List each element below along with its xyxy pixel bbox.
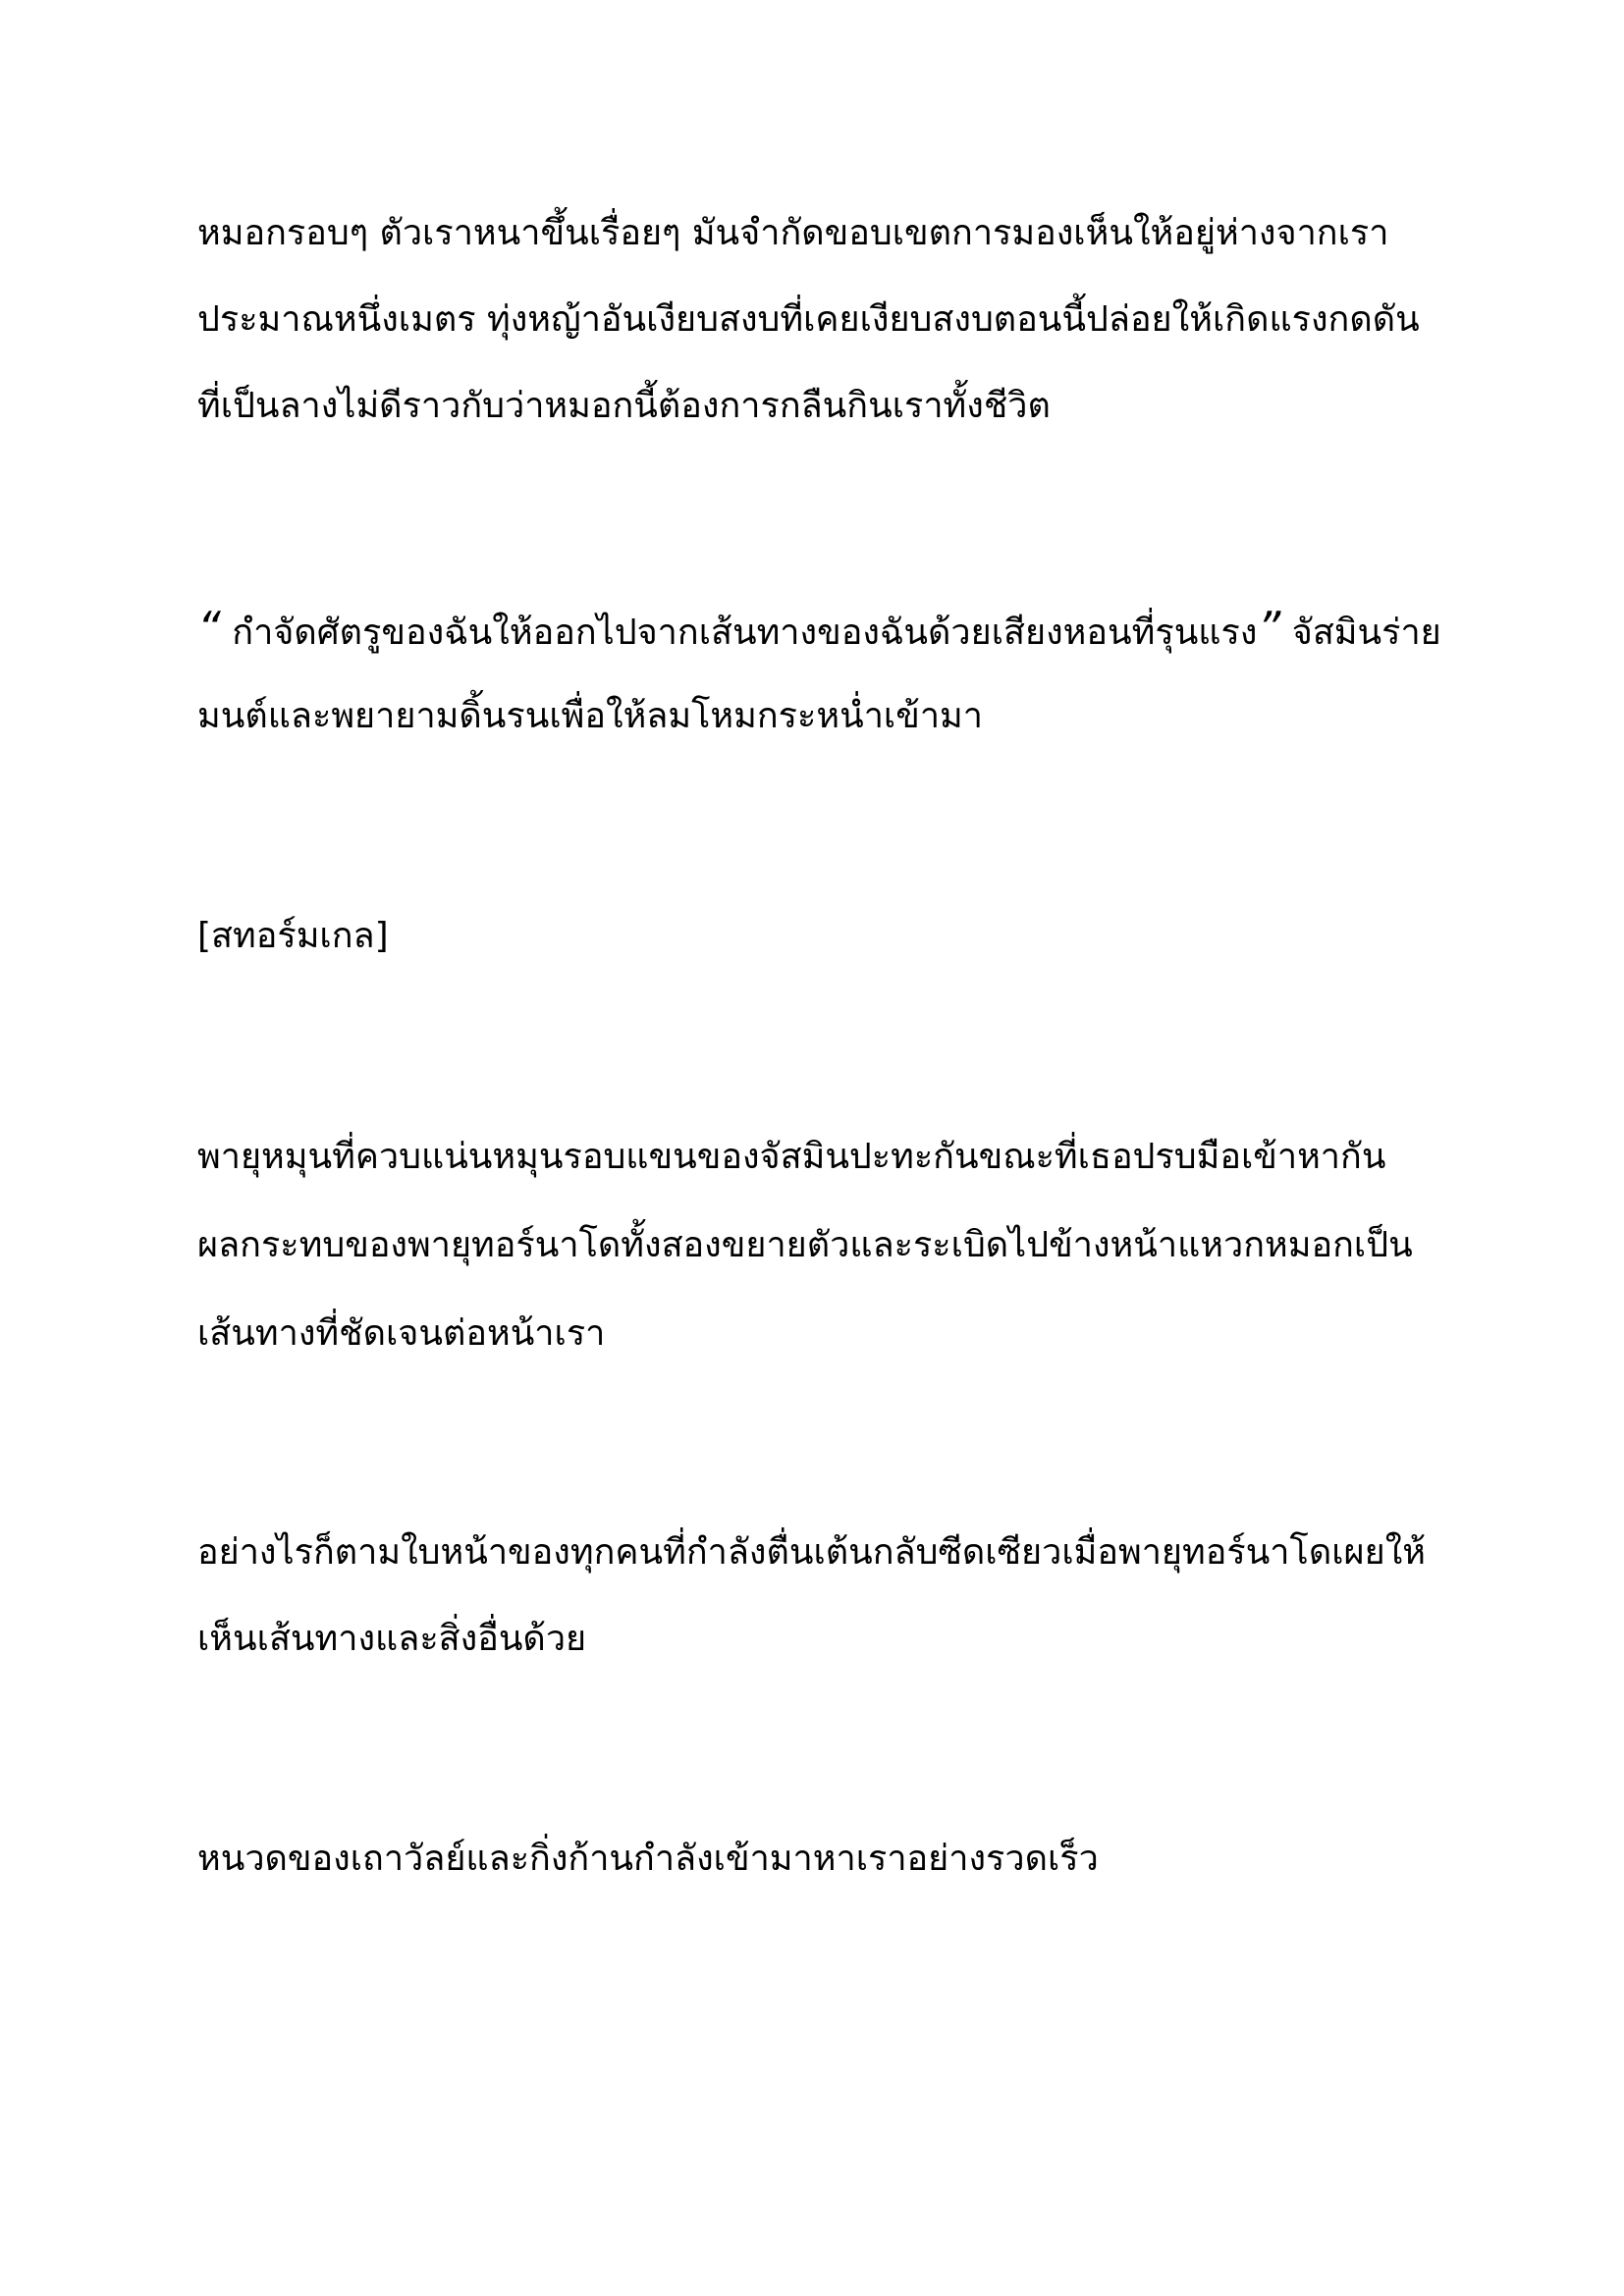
spoken-incantation: กำจัดศัตรูของฉันให้ออกไปจากเส้นทางของฉันด้วยเสียงหอนที่รุนแรง — [220, 613, 1258, 653]
paragraph-1-line-2: ประมาณหนึ่งเมตร ทุ่งหญ้าอันเงียบสงบที่เคยเงียบสงบตอนนี้ปล่อยให้เกิดแรงกดดัน — [197, 299, 1420, 340]
paragraph-4-line-1: พายุหมุนที่ควบแน่นหมุนรอบแขนของจัสมินปะทะกันขณะที่เธอปรบมือเข้าหากัน — [197, 1137, 1386, 1177]
speech-attribution: จัสมินร่าย — [1280, 613, 1441, 653]
close-quote-mark: ” — [1257, 602, 1281, 655]
paragraph-5-line-1: อย่างไรก็ตามใบหน้าของทุกคนที่กำลังตื่นเต้นกลับซีดเซียวเมื่อพายุทอร์นาโดเผยให้ — [197, 1532, 1427, 1573]
paragraph-2-line-2: มนต์และพยายามดิ้นรนเพื่อให้ลมโหมกระหน่ำเข้ามา — [197, 696, 983, 736]
paragraph-6-line-1: หนวดของเถาวัลย์และกิ่งก้านกำลังเข้ามาหาเราอย่างรวดเร็ว — [197, 1839, 1099, 1879]
paragraph-4-line-3: เส้นทางที่ชัดเจนต่อหน้าเรา — [197, 1313, 606, 1354]
skill-name: [สทอร์มเกล] — [197, 916, 389, 956]
paragraph-4-line-2: ผลกระทบของพายุทอร์นาโดทั้งสองขยายตัวและระเบิดไปข้างหน้าแหวกหมอกเป็น — [197, 1225, 1413, 1265]
open-quote-mark: “ — [197, 602, 221, 655]
paragraph-1-line-1: หมอกรอบๆ ตัวเราหนาขึ้นเรื่อยๆ มันจำกัดขอบเขตการมองเห็นให้อยู่ห่างจากเรา — [197, 213, 1389, 253]
paragraph-1-line-3: ที่เป็นลางไม่ดีราวกับว่าหมอกนี้ต้องการกลืนกินเราทั้งชีวิต — [197, 386, 1051, 426]
paragraph-5-line-2: เห็นเส้นทางและสิ่งอื่นด้วย — [197, 1619, 587, 1659]
paragraph-2-line-1 — [197, 602, 1474, 657]
